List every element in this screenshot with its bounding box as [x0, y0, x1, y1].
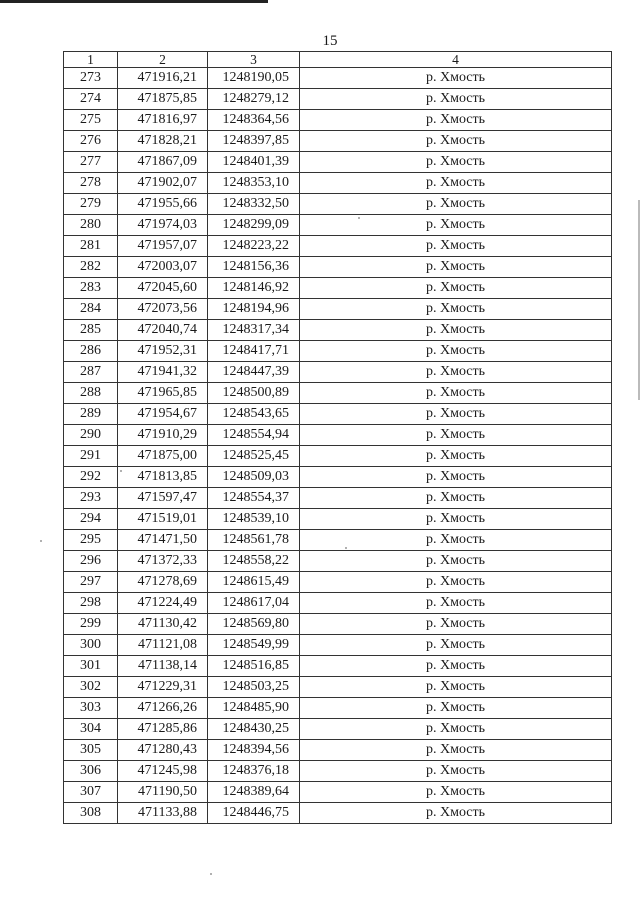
description-cell: р. Хмость: [300, 572, 612, 593]
y-coordinate-cell: 1248561,78: [208, 530, 300, 551]
y-coordinate-cell: 1248617,04: [208, 593, 300, 614]
description-cell: р. Хмость: [300, 257, 612, 278]
table-row: [64, 341, 612, 362]
table-row: [64, 446, 612, 467]
x-coordinate-cell: 472003,07: [118, 257, 208, 278]
point-number-cell: 295: [64, 530, 118, 551]
y-coordinate-cell: 1248500,89: [208, 383, 300, 404]
point-number-cell: 299: [64, 614, 118, 635]
point-number-cell: 278: [64, 173, 118, 194]
y-coordinate-cell: 1248156,36: [208, 257, 300, 278]
y-coordinate-cell: 1248516,85: [208, 656, 300, 677]
description-cell: р. Хмость: [300, 467, 612, 488]
table-row: [64, 89, 612, 110]
table-row: [64, 698, 612, 719]
description-cell: р. Хмость: [300, 782, 612, 803]
table-row: [64, 593, 612, 614]
x-coordinate-cell: 471916,21: [118, 68, 208, 89]
x-coordinate-cell: 471813,85: [118, 467, 208, 488]
description-cell: р. Хмость: [300, 299, 612, 320]
table-row: [64, 425, 612, 446]
y-coordinate-cell: 1248569,80: [208, 614, 300, 635]
table-header-row: [64, 52, 612, 68]
x-coordinate-cell: 471955,66: [118, 194, 208, 215]
table-row: [64, 656, 612, 677]
table-row: [64, 278, 612, 299]
table-row: [64, 572, 612, 593]
point-number-cell: 289: [64, 404, 118, 425]
point-number-cell: 277: [64, 152, 118, 173]
description-cell: р. Хмость: [300, 194, 612, 215]
description-cell: р. Хмость: [300, 635, 612, 656]
y-coordinate-cell: 1248525,45: [208, 446, 300, 467]
description-cell: р. Хмость: [300, 593, 612, 614]
point-number-cell: 296: [64, 551, 118, 572]
y-coordinate-cell: 1248194,96: [208, 299, 300, 320]
y-coordinate-cell: 1248376,18: [208, 761, 300, 782]
table-body: [64, 68, 612, 824]
description-cell: р. Хмость: [300, 341, 612, 362]
description-cell: р. Хмость: [300, 89, 612, 110]
x-coordinate-cell: 471941,32: [118, 362, 208, 383]
scan-edge-mark: [0, 0, 268, 3]
point-number-cell: 294: [64, 509, 118, 530]
x-coordinate-cell: 471965,85: [118, 383, 208, 404]
description-cell: р. Хмость: [300, 719, 612, 740]
description-cell: р. Хмость: [300, 803, 612, 824]
table-row: [64, 509, 612, 530]
table-row: [64, 68, 612, 89]
description-cell: р. Хмость: [300, 173, 612, 194]
x-coordinate-cell: 471138,14: [118, 656, 208, 677]
point-number-cell: 307: [64, 782, 118, 803]
table-row: [64, 488, 612, 509]
point-number-cell: 300: [64, 635, 118, 656]
x-coordinate-cell: 471519,01: [118, 509, 208, 530]
description-cell: р. Хмость: [300, 383, 612, 404]
description-cell: р. Хмость: [300, 236, 612, 257]
point-number-cell: 285: [64, 320, 118, 341]
point-number-cell: 303: [64, 698, 118, 719]
point-number-cell: 282: [64, 257, 118, 278]
y-coordinate-cell: 1248389,64: [208, 782, 300, 803]
x-coordinate-cell: 471224,49: [118, 593, 208, 614]
description-cell: р. Хмость: [300, 425, 612, 446]
y-coordinate-cell: 1248554,94: [208, 425, 300, 446]
x-coordinate-cell: 471278,69: [118, 572, 208, 593]
description-cell: р. Хмость: [300, 362, 612, 383]
description-cell: р. Хмость: [300, 446, 612, 467]
x-coordinate-cell: 471245,98: [118, 761, 208, 782]
y-coordinate-cell: 1248401,39: [208, 152, 300, 173]
description-cell: р. Хмость: [300, 152, 612, 173]
x-coordinate-cell: 471952,31: [118, 341, 208, 362]
column-header-2: 2: [118, 52, 208, 68]
description-cell: р. Хмость: [300, 509, 612, 530]
x-coordinate-cell: 471828,21: [118, 131, 208, 152]
x-coordinate-cell: 471280,43: [118, 740, 208, 761]
description-cell: р. Хмость: [300, 677, 612, 698]
y-coordinate-cell: 1248364,56: [208, 110, 300, 131]
y-coordinate-cell: 1248279,12: [208, 89, 300, 110]
y-coordinate-cell: 1248332,50: [208, 194, 300, 215]
table-row: [64, 761, 612, 782]
point-number-cell: 305: [64, 740, 118, 761]
point-number-cell: 286: [64, 341, 118, 362]
y-coordinate-cell: 1248543,65: [208, 404, 300, 425]
table-row: [64, 467, 612, 488]
point-number-cell: 273: [64, 68, 118, 89]
point-number-cell: 275: [64, 110, 118, 131]
table-row: [64, 383, 612, 404]
point-number-cell: 293: [64, 488, 118, 509]
x-coordinate-cell: 471910,29: [118, 425, 208, 446]
coordinates-table: [63, 51, 612, 824]
table-row: [64, 740, 612, 761]
point-number-cell: 280: [64, 215, 118, 236]
point-number-cell: 281: [64, 236, 118, 257]
x-coordinate-cell: 471285,86: [118, 719, 208, 740]
x-coordinate-cell: 471954,67: [118, 404, 208, 425]
x-coordinate-cell: 472073,56: [118, 299, 208, 320]
point-number-cell: 301: [64, 656, 118, 677]
y-coordinate-cell: 1248430,25: [208, 719, 300, 740]
x-coordinate-cell: 471372,33: [118, 551, 208, 572]
point-number-cell: 308: [64, 803, 118, 824]
scan-speck: [120, 470, 122, 472]
table-row: [64, 803, 612, 824]
y-coordinate-cell: 1248549,99: [208, 635, 300, 656]
description-cell: р. Хмость: [300, 530, 612, 551]
table-row: [64, 362, 612, 383]
y-coordinate-cell: 1248397,85: [208, 131, 300, 152]
page-number: 15: [322, 33, 338, 49]
table-row: [64, 257, 612, 278]
column-header-1: 1: [64, 52, 118, 68]
table-row: [64, 131, 612, 152]
y-coordinate-cell: 1248190,05: [208, 68, 300, 89]
column-header-4: 4: [300, 52, 612, 68]
x-coordinate-cell: 471816,97: [118, 110, 208, 131]
x-coordinate-cell: 471974,03: [118, 215, 208, 236]
x-coordinate-cell: 471471,50: [118, 530, 208, 551]
point-number-cell: 288: [64, 383, 118, 404]
scan-speck: [40, 540, 42, 542]
description-cell: р. Хмость: [300, 110, 612, 131]
table-row: [64, 635, 612, 656]
point-number-cell: 276: [64, 131, 118, 152]
column-header-3: 3: [208, 52, 300, 68]
y-coordinate-cell: 1248353,10: [208, 173, 300, 194]
point-number-cell: 283: [64, 278, 118, 299]
point-number-cell: 274: [64, 89, 118, 110]
y-coordinate-cell: 1248394,56: [208, 740, 300, 761]
y-coordinate-cell: 1248554,37: [208, 488, 300, 509]
y-coordinate-cell: 1248447,39: [208, 362, 300, 383]
point-number-cell: 292: [64, 467, 118, 488]
table-row: [64, 173, 612, 194]
description-cell: р. Хмость: [300, 404, 612, 425]
x-coordinate-cell: 471875,00: [118, 446, 208, 467]
description-cell: р. Хмость: [300, 131, 612, 152]
x-coordinate-cell: 471266,26: [118, 698, 208, 719]
table-row: [64, 110, 612, 131]
point-number-cell: 302: [64, 677, 118, 698]
table-row: [64, 677, 612, 698]
y-coordinate-cell: 1248558,22: [208, 551, 300, 572]
table-row: [64, 320, 612, 341]
x-coordinate-cell: 471597,47: [118, 488, 208, 509]
point-number-cell: 298: [64, 593, 118, 614]
x-coordinate-cell: 471229,31: [118, 677, 208, 698]
table-row: [64, 404, 612, 425]
table-row: [64, 719, 612, 740]
x-coordinate-cell: 471957,07: [118, 236, 208, 257]
scan-speck: [345, 547, 347, 549]
description-cell: р. Хмость: [300, 68, 612, 89]
y-coordinate-cell: 1248615,49: [208, 572, 300, 593]
table-row: [64, 152, 612, 173]
x-coordinate-cell: 471875,85: [118, 89, 208, 110]
point-number-cell: 306: [64, 761, 118, 782]
x-coordinate-cell: 471133,88: [118, 803, 208, 824]
description-cell: р. Хмость: [300, 656, 612, 677]
table-row: [64, 614, 612, 635]
table-row: [64, 299, 612, 320]
description-cell: р. Хмость: [300, 278, 612, 299]
table-row: [64, 782, 612, 803]
x-coordinate-cell: 471190,50: [118, 782, 208, 803]
point-number-cell: 284: [64, 299, 118, 320]
x-coordinate-cell: 471867,09: [118, 152, 208, 173]
point-number-cell: 297: [64, 572, 118, 593]
description-cell: р. Хмость: [300, 698, 612, 719]
y-coordinate-cell: 1248317,34: [208, 320, 300, 341]
y-coordinate-cell: 1248503,25: [208, 677, 300, 698]
y-coordinate-cell: 1248509,03: [208, 467, 300, 488]
description-cell: р. Хмость: [300, 551, 612, 572]
description-cell: р. Хмость: [300, 740, 612, 761]
y-coordinate-cell: 1248299,09: [208, 215, 300, 236]
y-coordinate-cell: 1248446,75: [208, 803, 300, 824]
description-cell: р. Хмость: [300, 614, 612, 635]
x-coordinate-cell: 472045,60: [118, 278, 208, 299]
point-number-cell: 304: [64, 719, 118, 740]
x-coordinate-cell: 472040,74: [118, 320, 208, 341]
point-number-cell: 290: [64, 425, 118, 446]
description-cell: р. Хмость: [300, 320, 612, 341]
table-row: [64, 551, 612, 572]
y-coordinate-cell: 1248485,90: [208, 698, 300, 719]
x-coordinate-cell: 471130,42: [118, 614, 208, 635]
y-coordinate-cell: 1248539,10: [208, 509, 300, 530]
point-number-cell: 291: [64, 446, 118, 467]
description-cell: р. Хмость: [300, 761, 612, 782]
scan-speck: [358, 217, 360, 219]
description-cell: р. Хмость: [300, 215, 612, 236]
x-coordinate-cell: 471902,07: [118, 173, 208, 194]
scan-speck: [210, 873, 212, 875]
x-coordinate-cell: 471121,08: [118, 635, 208, 656]
table-row: [64, 215, 612, 236]
y-coordinate-cell: 1248146,92: [208, 278, 300, 299]
description-cell: р. Хмость: [300, 488, 612, 509]
table-row: [64, 530, 612, 551]
table-row: [64, 236, 612, 257]
y-coordinate-cell: 1248223,22: [208, 236, 300, 257]
point-number-cell: 279: [64, 194, 118, 215]
table-row: [64, 194, 612, 215]
point-number-cell: 287: [64, 362, 118, 383]
y-coordinate-cell: 1248417,71: [208, 341, 300, 362]
